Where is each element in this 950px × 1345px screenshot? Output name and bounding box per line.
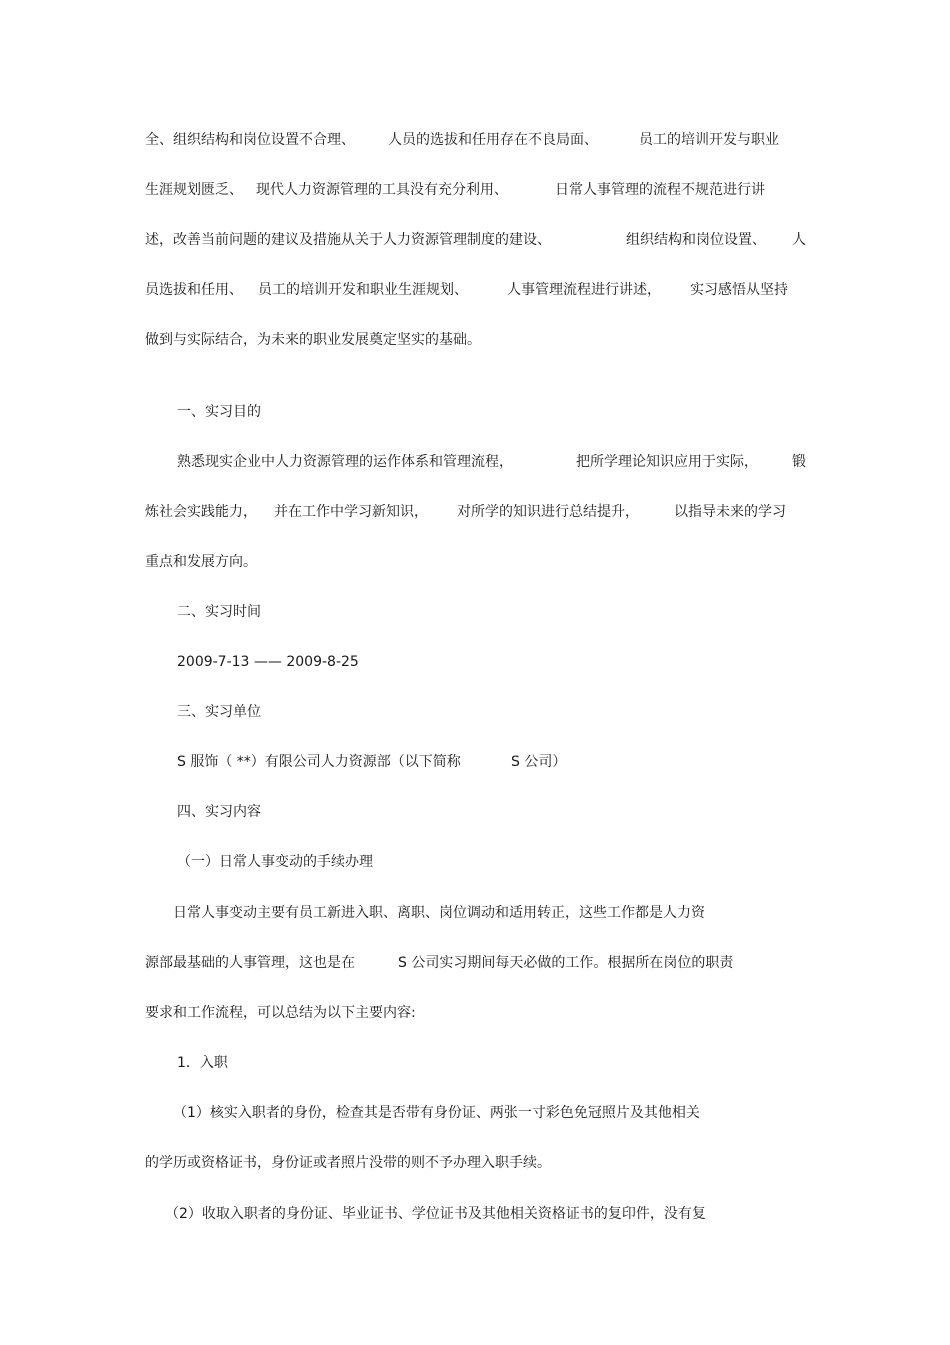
heading-text: 一、实习目的 xyxy=(177,404,261,420)
text-segment: S 公司实习期间每天必做的工作。根据所在岗位的职责 xyxy=(398,955,734,971)
text-segment: 实习感悟从坚持 xyxy=(690,282,788,298)
text-segment: （1）核实入职者的身份，检查其是否带有身份证、两张一寸彩色免冠照片及其他相关 xyxy=(173,1105,700,1121)
text-segment: 熟悉现实企业中人力资源管理的运作体系和管理流程， xyxy=(177,454,513,470)
text-segment: 员工的培训开发与职业 xyxy=(639,132,779,148)
text-segment: 员选拔和任用、 xyxy=(145,282,243,298)
text-segment: 源部最基础的人事管理，这也是在 xyxy=(145,955,355,971)
text-segment: 要求和工作流程，可以总结为以下主要内容: xyxy=(145,1005,416,1021)
text-segment: 述，改善当前问题的建议及措施从关于人力资源管理制度的建设、 xyxy=(145,232,551,248)
subheading-text: （一）日常人事变动的手续办理 xyxy=(177,854,373,870)
text-segment: （2）收取入职者的身份证、毕业证书、学位证书及其他相关资格证书的复印件，没有复 xyxy=(165,1206,706,1222)
text-segment: 做到与实际结合，为未来的职业发展奠定坚实的基础。 xyxy=(145,332,481,348)
text-segment: 日常人事管理的流程不规范进行讲 xyxy=(555,182,765,198)
text-segment: S 服饰（ **）有限公司人力资源部（以下简称 xyxy=(177,754,461,770)
text-segment: 对所学的知识进行总结提升， xyxy=(457,504,639,520)
text-segment: 的学历或资格证书，身份证或者照片没带的则不予办理入职手续。 xyxy=(145,1155,551,1171)
text-segment: 并在工作中学习新知识， xyxy=(274,504,428,520)
text-segment: 炼社会实践能力， xyxy=(145,504,257,520)
text-segment: 锻 xyxy=(792,454,806,470)
heading-text: 三、实习单位 xyxy=(177,704,261,720)
heading-text: 二、实习时间 xyxy=(177,604,261,620)
item-heading-text: 1．入职 xyxy=(177,1055,228,1071)
text-segment: 重点和发展方向。 xyxy=(145,554,257,570)
text-segment: 人事管理流程进行讲述， xyxy=(507,282,661,298)
heading-text: 四、实习内容 xyxy=(177,804,261,820)
text-segment: 以指导未来的学习 xyxy=(674,504,786,520)
text-segment: 全、组织结构和岗位设置不合理、 xyxy=(145,132,355,148)
text-segment: 人员的选拔和任用存在不良局面、 xyxy=(388,132,598,148)
text-segment: 现代人力资源管理的工具没有充分利用、 xyxy=(256,182,508,198)
text-segment: 生涯规划匮乏、 xyxy=(145,182,243,198)
text-segment: 组织结构和岗位设置、 xyxy=(626,232,766,248)
text-segment: 员工的培训开发和职业生涯规划、 xyxy=(258,282,468,298)
date-range: 2009-7-13 —— 2009-8-25 xyxy=(177,654,359,670)
text-segment: 日常人事变动主要有员工新进入职、离职、岗位调动和适用转正，这些工作都是人力资 xyxy=(173,905,705,921)
text-segment: 把所学理论知识应用于实际， xyxy=(576,454,758,470)
text-segment: 人 xyxy=(792,232,806,248)
text-segment: S 公司） xyxy=(511,754,567,770)
